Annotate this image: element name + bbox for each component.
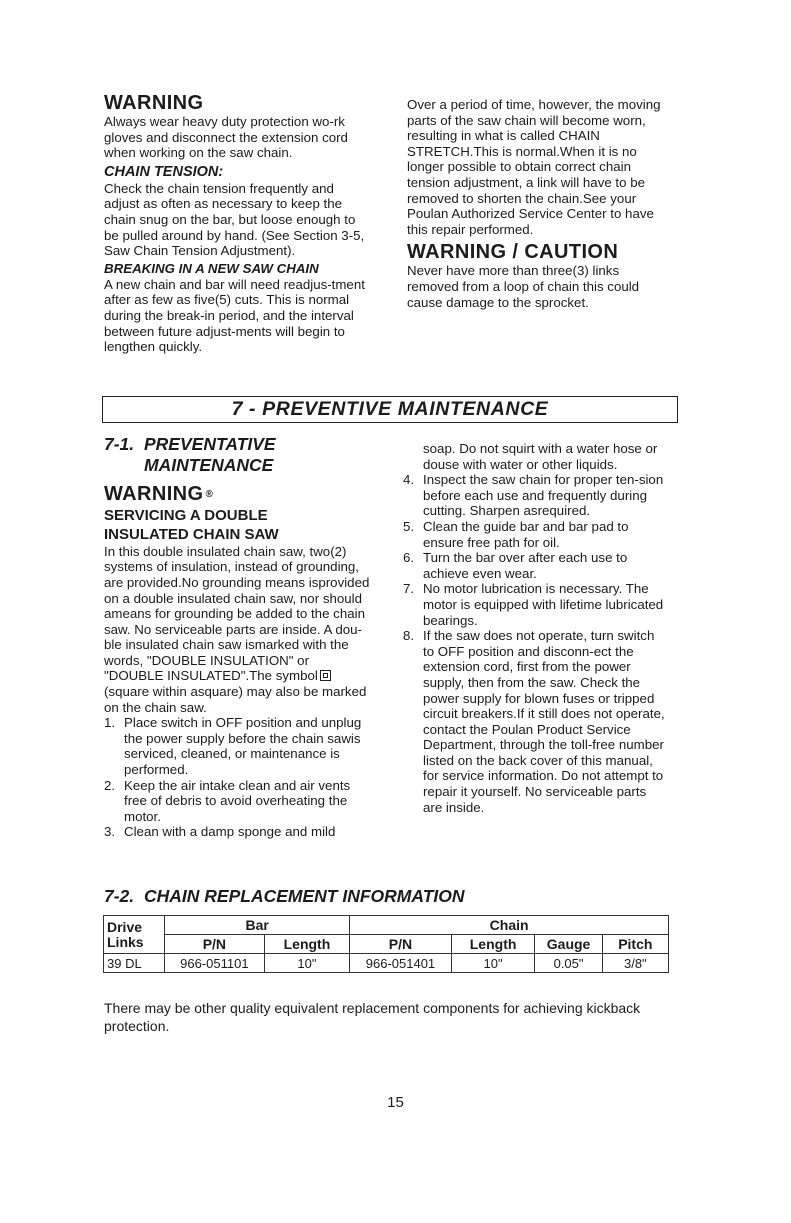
- maintenance-steps-left: [104, 715, 372, 840]
- sec71-warning-heading: [104, 483, 372, 506]
- chain-replacement-table: [103, 915, 669, 973]
- maintenance-steps-right: [403, 441, 669, 815]
- page-number: 15: [387, 1094, 404, 1111]
- column-header: Gauge: [535, 935, 602, 954]
- sec71-number: 7-1.: [104, 434, 135, 454]
- column-header: Pitch: [602, 935, 668, 954]
- double-insulated-body-2: (square within asquare) may also be marked on the chain saw.: [104, 684, 367, 715]
- column-header: Length: [264, 935, 350, 954]
- column-header: P/N: [165, 935, 265, 954]
- sec71-warning-text: WARNING: [104, 483, 204, 505]
- chain-header: Chain: [350, 916, 669, 935]
- kickback-note: There may be other quality equivalent replacement components for achieving kickback protection.: [104, 1000, 641, 1034]
- servicing-heading-1: SERVICING A DOUBLE: [104, 506, 268, 524]
- list-item: 8. If the saw does not operate, turn switch to OFF position and disconn-ect the extension cord, first from the power supply, then from the saw. Check the power supply for blown fuses or tripped circuit breakers.If it still does not operate, contact the Poulan Product Service Department, through the toll-free number listed on the back cover of this manual, for service information. Do not attempt to repair it yourself. No serviceable parts are inside.: [403, 628, 665, 815]
- break-in-heading: BREAKING IN A NEW SAW CHAIN: [104, 260, 319, 276]
- warning-caution-text: Never have more than three(3) links removed from a loop of chain this could cause damage to the sprocket.: [407, 263, 640, 310]
- table-cell: 10": [264, 954, 350, 973]
- double-insulated-text: [104, 544, 372, 716]
- warning-text: Always wear heavy duty protection wo-rk gloves and disconnect the extension cord when working on the saw chain.: [104, 114, 348, 161]
- chain-stretch-text: Over a period of time, however, the moving parts of the saw chain will become worn, resulting in what is called CHAIN STRETCH.This is normal.When it is no longer possible to obtain correct chain tension adjustment, a link will have to be removed to shorten the chain.See your Poulan Authorized Service Center to have this repair performed.: [407, 97, 661, 237]
- list-item: 6. Turn the bar over after each use to achieve even wear.: [403, 550, 628, 581]
- table-cell: 966-051101: [165, 954, 265, 973]
- double-insulated-body: In this double insulated chain saw, two(2) systems of insulation, instead of grounding, are provided.No grounding means isprovided on a double insulated chain saw, nor should ameans for grounding be added to the chain saw. No serviceable parts are inside. A dou-ble insulated chain saw ismarked with the words, "DOUBLE INSULATION" or "DOUBLE INSULATED".The symbol: [104, 543, 370, 684]
- sec72-number: 7-2.: [104, 886, 135, 906]
- table-cell: 966-051401: [350, 954, 451, 973]
- table-cell: 39 DL: [104, 954, 165, 973]
- sec71-right-column: [403, 441, 669, 815]
- warning-heading: WARNING: [104, 92, 204, 114]
- double-square-icon: [320, 670, 331, 681]
- sec72-title: CHAIN REPLACEMENT INFORMATION: [144, 886, 465, 906]
- list-item: soap. Do not squirt with a water hose or douse with water or other liquids.: [423, 441, 658, 472]
- list-item: 7. No motor lubrication is necessary. The motor is equipped with lifetime lubricated bearings.: [403, 581, 664, 628]
- warning-caution-heading: WARNING / CAUTION: [407, 241, 619, 264]
- sec71-heading: [104, 434, 372, 476]
- section-title: 7 - PREVENTIVE MAINTENANCE: [231, 398, 549, 420]
- list-item: 5. Clean the guide bar and bar pad to ensure free path for oil.: [403, 518, 629, 550]
- top-left-column: [104, 92, 372, 355]
- list-item: 4. Inspect the saw chain for proper ten-sion before each use and frequently during cutting. Sharpen asrequired.: [403, 472, 664, 519]
- top-right-column: [407, 97, 669, 310]
- sec71-left-column: [104, 434, 372, 840]
- list-item: 2. Keep the air intake clean and air vents free of debris to avoid overheating the motor.: [104, 777, 351, 824]
- servicing-heading-2: INSULATED CHAIN SAW: [104, 525, 279, 543]
- table-row: [104, 954, 669, 973]
- chain-tension-heading: CHAIN TENSION:: [104, 163, 224, 180]
- table-cell: 0.05": [535, 954, 602, 973]
- column-header: Length: [451, 935, 535, 954]
- bar-header: Bar: [165, 916, 350, 935]
- table-row: [104, 916, 669, 935]
- table-cell: 3/8": [602, 954, 668, 973]
- sec71-title-line2: MAINTENANCE: [144, 455, 274, 475]
- table-row: [104, 935, 669, 954]
- section-title-box: [102, 396, 678, 423]
- sec72-heading: [104, 886, 465, 907]
- list-item: 1. Place switch in OFF position and unplug the power supply before the chain sawis serviced, cleaned, or maintenance is performed.: [104, 715, 362, 778]
- drive-links-header: Drive Links: [104, 916, 165, 954]
- registered-mark-icon: ®: [205, 488, 214, 500]
- sec71-title-line1: PREVENTATIVE: [144, 434, 276, 454]
- list-item: 3. Clean with a damp sponge and mild: [104, 824, 336, 840]
- column-header: P/N: [350, 935, 451, 954]
- break-in-text: A new chain and bar will need readjus-tment after as few as five(5) cuts. This is normal during the break-in period, and the interval between future adjust-ments will begin to lengthen quickly.: [104, 276, 365, 355]
- table-cell: 10": [451, 954, 535, 973]
- chain-tension-text: Check the chain tension frequently and adjust as often as necessary to keep the chain snug on the bar, but loose enough to be pulled around by hand. (See Section 3-5, Saw Chain Tension Adjustment).: [104, 180, 365, 259]
